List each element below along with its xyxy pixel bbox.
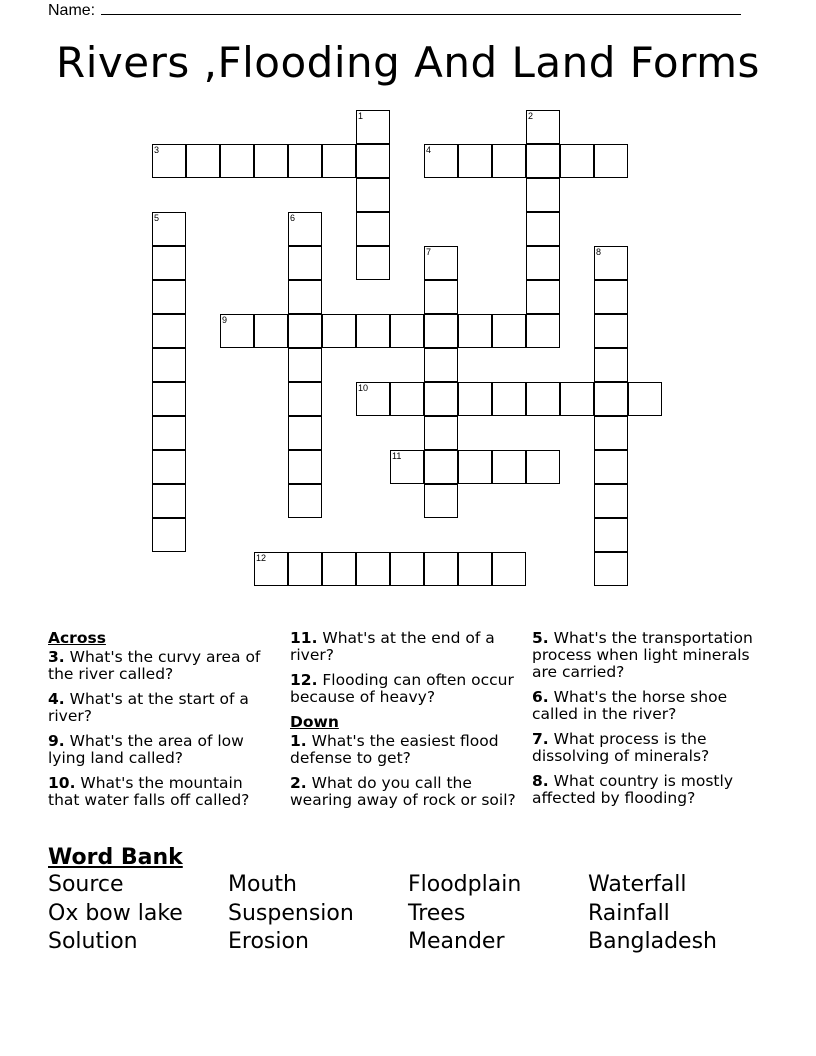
clue-text: What's at the end of a river? [290,629,495,664]
clue-number: 9 [222,315,228,325]
clue-item [290,672,522,706]
grid-cell[interactable] [152,314,186,348]
grid-cell[interactable] [322,552,356,586]
clue-column-3 [532,630,772,815]
grid-cell[interactable] [152,416,186,450]
clue-item [532,630,772,681]
grid-cell[interactable] [254,314,288,348]
grid-cell[interactable] [390,552,424,586]
grid-cell[interactable] [356,246,390,280]
grid-cell[interactable] [458,314,492,348]
clue-item [532,689,772,723]
clue-number-label: 6. [532,688,549,706]
grid-cell[interactable] [594,416,628,450]
grid-cell[interactable] [152,450,186,484]
grid-cell[interactable] [526,246,560,280]
grid-cell[interactable] [526,280,560,314]
word-bank-item: Trees [408,901,466,926]
grid-cell[interactable] [560,382,594,416]
clue-number: 3 [154,145,160,155]
grid-cell[interactable] [594,144,628,178]
puzzle-title: Rivers ,Flooding And Land Forms [56,38,760,87]
grid-cell[interactable] [424,450,458,484]
name-label: Name: [48,2,96,19]
word-bank-title: Word Bank [48,845,183,870]
grid-cell[interactable] [288,416,322,450]
grid-cell[interactable] [152,484,186,518]
grid-cell[interactable] [424,552,458,586]
clue-item [48,733,276,767]
word-bank-item: Source [48,872,124,897]
clue-number-label: 1. [290,732,307,750]
down-heading: Down [290,713,339,731]
grid-cell[interactable] [526,110,560,144]
clue-number: 10 [358,383,369,393]
grid-cell[interactable] [152,212,186,246]
grid-cell[interactable] [594,280,628,314]
clue-number: 12 [256,553,267,563]
grid-cell[interactable] [458,552,492,586]
clue-text: What's the easiest flood defense to get? [290,732,499,767]
clue-item [290,630,522,664]
word-bank-item: Ox bow lake [48,901,183,926]
grid-cell[interactable] [492,314,526,348]
grid-cell[interactable] [152,518,186,552]
grid-cell[interactable] [152,280,186,314]
clue-number: 7 [426,247,432,257]
grid-cell[interactable] [594,552,628,586]
grid-cell[interactable] [526,314,560,348]
grid-cell[interactable] [424,246,458,280]
grid-cell[interactable] [356,212,390,246]
grid-cell[interactable] [356,110,390,144]
grid-cell[interactable] [424,484,458,518]
grid-cell[interactable] [152,382,186,416]
clue-number-label: 12. [290,671,318,689]
grid-cell[interactable] [424,348,458,382]
grid-cell[interactable] [186,144,220,178]
clue-item [48,775,276,809]
clue-item [532,731,772,765]
clue-number-label: 8. [532,772,549,790]
clue-item [48,691,276,725]
grid-cell[interactable] [594,382,628,416]
grid-cell[interactable] [594,518,628,552]
clue-text: What process is the dissolving of minerals? [532,730,710,765]
grid-cell[interactable] [288,246,322,280]
grid-cell[interactable] [424,416,458,450]
grid-cell[interactable] [288,382,322,416]
clue-number-label: 4. [48,690,65,708]
grid-cell[interactable] [526,178,560,212]
grid-cell[interactable] [526,450,560,484]
grid-cell[interactable] [492,382,526,416]
grid-cell[interactable] [356,144,390,178]
clue-number-label: 11. [290,629,318,647]
word-bank-item: Solution [48,929,138,954]
grid-cell[interactable] [424,314,458,348]
grid-cell[interactable] [424,144,458,178]
clue-number-label: 9. [48,732,65,750]
clue-number-label: 10. [48,774,76,792]
clue-column-2 [290,630,522,817]
grid-cell[interactable] [526,144,560,178]
clue-number: 4 [426,145,432,155]
grid-cell[interactable] [390,314,424,348]
grid-cell[interactable] [458,450,492,484]
grid-cell[interactable] [152,144,186,178]
grid-cell[interactable] [288,144,322,178]
grid-cell[interactable] [526,382,560,416]
grid-cell[interactable] [424,382,458,416]
clue-number: 6 [290,213,296,223]
clue-text: What do you call the wearing away of rock or soil? [290,774,516,809]
clue-item [532,773,772,807]
clue-number: 11 [392,451,402,461]
grid-cell[interactable] [594,246,628,280]
grid-cell[interactable] [220,144,254,178]
grid-cell[interactable] [356,178,390,212]
clue-text: What's the transportation process when light minerals are carried? [532,629,753,681]
clue-text: Flooding can often occur because of heavy? [290,671,514,706]
clue-number-label: 3. [48,648,65,666]
grid-cell[interactable] [458,144,492,178]
grid-cell[interactable] [594,348,628,382]
grid-cell[interactable] [356,314,390,348]
grid-cell[interactable] [458,382,492,416]
grid-cell[interactable] [390,450,424,484]
grid-cell[interactable] [288,484,322,518]
clue-text: What's at the start of a river? [48,690,249,725]
clue-text: What's the mountain that water falls off called? [48,774,250,809]
clue-text: What's the horse shoe called in the river? [532,688,728,723]
word-bank-item: Floodplain [408,872,522,897]
clue-number-label: 7. [532,730,549,748]
clue-column-1 [48,630,276,817]
clue-item [290,775,522,809]
grid-cell[interactable] [322,314,356,348]
grid-cell[interactable] [356,552,390,586]
clue-number: 5 [154,213,160,223]
word-bank-item: Rainfall [588,901,670,926]
grid-cell[interactable] [628,382,662,416]
across-heading: Across [48,629,106,647]
clue-item [48,649,276,683]
grid-cell[interactable] [288,552,322,586]
grid-cell[interactable] [288,348,322,382]
word-bank-item: Erosion [228,929,309,954]
grid-cell[interactable] [492,552,526,586]
grid-cell[interactable] [288,450,322,484]
word-bank-item: Bangladesh [588,929,717,954]
grid-cell[interactable] [594,314,628,348]
word-bank-item: Waterfall [588,872,687,897]
grid-cell[interactable] [594,450,628,484]
grid-cell[interactable] [390,382,424,416]
word-bank-item: Meander [408,929,505,954]
clue-text: What's the area of low lying land called? [48,732,244,767]
grid-cell[interactable] [560,144,594,178]
grid-cell[interactable] [322,144,356,178]
grid-cell[interactable] [492,144,526,178]
grid-cell[interactable] [254,144,288,178]
clue-number-label: 2. [290,774,307,792]
grid-cell[interactable] [152,246,186,280]
grid-cell[interactable] [288,280,322,314]
clue-number: 2 [528,111,534,121]
clue-number-label: 5. [532,629,549,647]
clue-text: What country is mostly affected by flooding? [532,772,733,807]
grid-cell[interactable] [288,314,322,348]
grid-cell[interactable] [526,212,560,246]
clue-number: 8 [596,247,602,257]
grid-cell[interactable] [424,280,458,314]
grid-cell[interactable] [254,552,288,586]
word-bank-item: Mouth [228,872,297,897]
grid-cell[interactable] [356,382,390,416]
grid-cell[interactable] [492,450,526,484]
word-bank-item: Suspension [228,901,354,926]
grid-cell[interactable] [594,484,628,518]
clue-number: 1 [358,111,364,121]
clue-item [290,733,522,767]
grid-cell[interactable] [152,348,186,382]
grid-cell[interactable] [220,314,254,348]
grid-cell[interactable] [288,212,322,246]
clue-text: What's the curvy area of the river called? [48,648,261,683]
